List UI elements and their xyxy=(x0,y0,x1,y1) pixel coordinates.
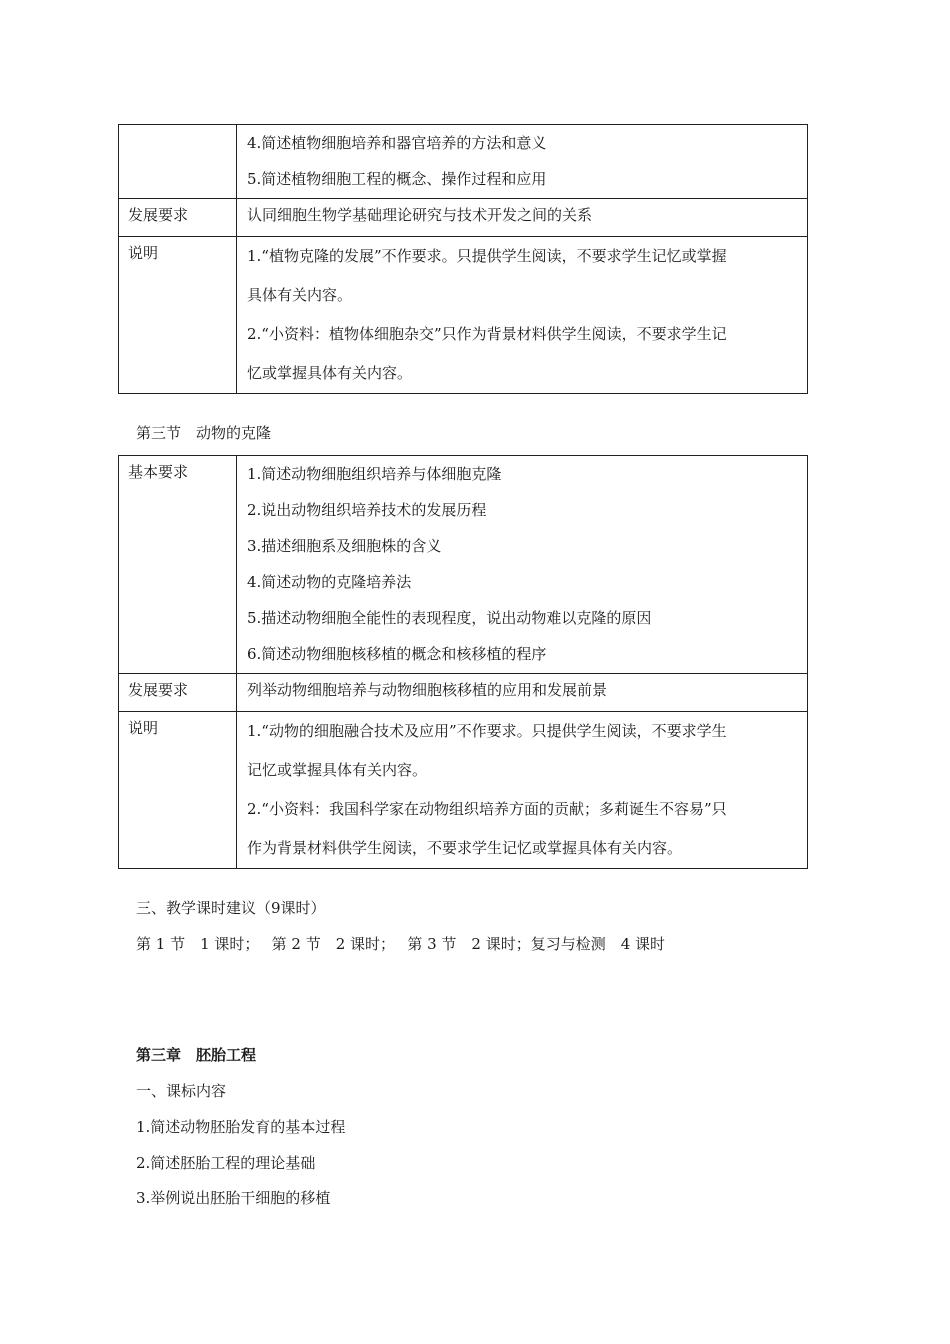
note-line: 2.“小资料：我国科学家在动物组织培养方面的贡献；多莉诞生不容易”只 xyxy=(247,800,727,818)
row-label: 发展要求 xyxy=(119,199,237,237)
row-label xyxy=(119,125,237,199)
requirement-item: 5.简述植物细胞工程的概念、操作过程和应用 xyxy=(247,170,547,188)
requirement-item: 2.说出动物组织培养技术的发展历程 xyxy=(247,501,487,519)
table-row xyxy=(119,456,808,674)
table-row xyxy=(119,199,808,237)
requirement-item: 3.描述细胞系及细胞株的含义 xyxy=(247,537,442,555)
note-line: 忆或掌握具体有关内容。 xyxy=(247,364,413,382)
note-line: 1.“植物克隆的发展”不作要求。只提供学生阅读，不要求学生记忆或掌握 xyxy=(247,247,727,265)
requirements-table-animal xyxy=(118,455,808,869)
requirement-item: 1.简述动物细胞组织培养与体细胞克隆 xyxy=(247,465,502,483)
hours-heading: 三、教学课时建议（9课时） xyxy=(136,899,326,917)
standard-item: 2.简述胚胎工程的理论基础 xyxy=(136,1154,316,1172)
table-row xyxy=(119,125,808,199)
hours-detail: 第 1 节 1 课时； 第 2 节 2 课时； 第 3 节 2 课时；复习与检测 4 课时 xyxy=(136,935,666,953)
note-line: 具体有关内容。 xyxy=(247,286,353,304)
row-label: 发展要求 xyxy=(119,674,237,712)
note-line: 1.“动物的细胞融合技术及应用”不作要求。只提供学生阅读，不要求学生 xyxy=(247,722,727,740)
row-label: 说明 xyxy=(119,712,237,869)
table-row xyxy=(119,674,808,712)
chapter-title: 第三章 胚胎工程 xyxy=(136,1046,257,1064)
note-line: 2.“小资料：植物体细胞杂交”只作为背景材料供学生阅读，不要求学生记 xyxy=(247,325,727,343)
development-requirement: 列举动物细胞培养与动物细胞核移植的应用和发展前景 xyxy=(237,674,808,712)
table-row xyxy=(119,237,808,394)
requirement-item: 4.简述植物细胞培养和器官培养的方法和意义 xyxy=(247,134,547,152)
requirement-item: 6.简述动物细胞核移植的概念和核移植的程序 xyxy=(247,645,547,663)
development-requirement: 认同细胞生物学基础理论研究与技术开发之间的关系 xyxy=(237,199,808,237)
row-label: 说明 xyxy=(119,237,237,394)
section-title: 第三节 动物的克隆 xyxy=(136,424,272,442)
requirement-item: 5.描述动物细胞全能性的表现程度，说出动物难以克隆的原因 xyxy=(247,609,652,627)
requirement-item: 4.简述动物的克隆培养法 xyxy=(247,573,412,591)
chapter-subheading: 一、课标内容 xyxy=(136,1082,227,1100)
table-row xyxy=(119,712,808,869)
standard-item: 3.举例说出胚胎干细胞的移植 xyxy=(136,1189,331,1207)
row-label: 基本要求 xyxy=(119,456,237,674)
note-line: 记忆或掌握具体有关内容。 xyxy=(247,761,428,779)
requirement-items xyxy=(237,456,808,674)
notes xyxy=(237,712,808,869)
requirements-table-plant xyxy=(118,124,808,394)
note-line: 作为背景材料供学生阅读，不要求学生记忆或掌握具体有关内容。 xyxy=(247,839,683,857)
standard-item: 1.简述动物胚胎发育的基本过程 xyxy=(136,1118,346,1136)
notes xyxy=(237,237,808,394)
requirement-items xyxy=(237,125,808,199)
